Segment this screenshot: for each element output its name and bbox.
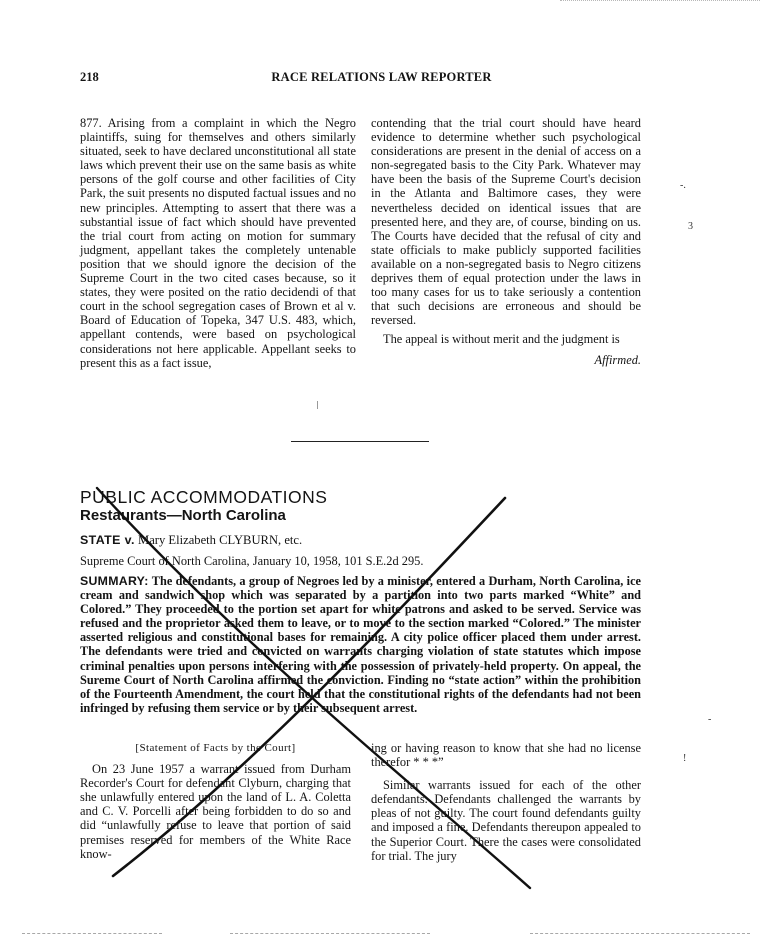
facts-paragraph-1: On 23 June 1957 a warrant issued from Durham Recorder's Court for defendant Clyburn, charging that she unlawfully entered upon the land of L. A. Coletta and C. V. Porcelli after being forbidden to do so and did “unlawfully refuse to leave that portion of said premises reserved for members of the White Race know-	[80, 762, 351, 861]
prior-case-paragraph-2: contending that the trial court should have heard evidence to determine whether such psychological considerations are present in the denial of access on a non-segregated basis to the City Park. Whatever may have been the basis of the Supreme Court's decision in the Atlanta and Baltimore cases, they were nevertheless decided on identical issues that are presented here, and they are, of course, binding on us. The Courts have decided that the refusal of city and state officials to make publicly supported facilities available on a non-segregated basis to Negro citizens deprives them of equal protection under the laws in too many cases for us to take seriously a contention that such decisions are erroneous and should be reversed.	[371, 116, 641, 328]
statement-heading: [Statement of Facts by the Court]	[135, 742, 296, 754]
scan-tick-mark	[317, 401, 318, 409]
facts-paragraph-3: Similar warrants issued for each of the other defendants. Defendants challenged the warrants by pleas of not guilty. The court found defendants guilty and imposed a fine. Defendants thereupon appealed to the Superior Court. There the cases were consolidated for trial. The jury	[371, 778, 641, 863]
scan-edge-dots	[560, 0, 760, 3]
prior-case-left-column	[80, 116, 356, 370]
case-caption	[80, 533, 302, 548]
scan-bottom-edge-2	[230, 933, 430, 934]
court-citation: Supreme Court of North Carolina, January 10, 1958, 101 S.E.2d 295.	[80, 554, 424, 568]
prior-case-paragraph-1: 877. Arising from a complaint in which the Negro plaintiffs, suing for themselves and others similarly situated, seek to have declared unconstitutional all state laws which prevent their use on the same basis as white persons of the golf course and other facilities of City Park, the suit presents no disputed factual issues and no new principles. Attempting to assert that there was a substantial issue of fact which should have prevented the trial court from acting on motion for summary judgment, appellant takes the completely untenable position that we should ignore the decision of the Supreme Court in the two cited cases because, so it states, they were posited on the ratio decidendi of that court in the school segregation cases of Brown et al v. Board of Education of Topeka, 347 U.S. 483, which, appellant contends, were based on psychological considerations not here applicable. Appellant seeks to present this as a fact issue,	[80, 116, 356, 370]
summary-text: The defendants, a group of Negroes led by a minister, entered a Durham, North Carolina, ice cream and sandwich shop which was separated by a partition into two parts marked “White” and Colored.” They proceeded to the portion set apart for white patrons and asked to be served. Service was refused and the proprietor asked them to leave, or to move to the section marked “Colored.” The minister asserted religious and constitutional bases for remaining. A city police officer placed them under arrest. The defendants were tried and convicted on warrants charging violation of state statutes which impose criminal penalties upon persons interfering with the possession of privately-held property. On appeal, the Sureme Court of North Carolina affirmed the conviction. Finding no “state action” within the prohibition of the Fourteenth Amendment, the court held that the constitutional rights of the defendants had not been infringed by refusing them service or by their subsequent arrest.	[80, 574, 641, 715]
scan-bottom-edge-3	[530, 933, 750, 934]
case-state-label: STATE v.	[80, 533, 135, 547]
margin-mark-1: -.	[680, 180, 686, 191]
margin-mark-3: -	[708, 714, 712, 725]
case-defendant: Mary Elizabeth CLYBURN, etc.	[134, 533, 303, 547]
section-subtitle: Restaurants—North Carolina	[80, 507, 286, 524]
disposition: Affirmed.	[594, 352, 641, 367]
facts-left-column	[80, 741, 351, 861]
case-summary	[80, 574, 641, 715]
section-title: PUBLIC ACCOMMODATIONS	[80, 487, 328, 507]
scan-bottom-edge-1	[22, 933, 162, 934]
section-divider-rule	[291, 441, 429, 442]
page-number: 218	[80, 70, 99, 84]
facts-right-column	[371, 741, 641, 863]
facts-paragraph-2: ing or having reason to know that she had no license therefor * * *”	[371, 741, 641, 770]
running-head: RACE RELATIONS LAW REPORTER	[271, 70, 492, 84]
margin-mark-2: 3	[688, 221, 693, 232]
margin-mark-4: !	[683, 753, 687, 764]
prior-case-right-column	[371, 116, 641, 367]
prior-case-closing: The appeal is without merit and the judgment is	[383, 332, 620, 347]
summary-label: SUMMARY:	[80, 574, 149, 588]
